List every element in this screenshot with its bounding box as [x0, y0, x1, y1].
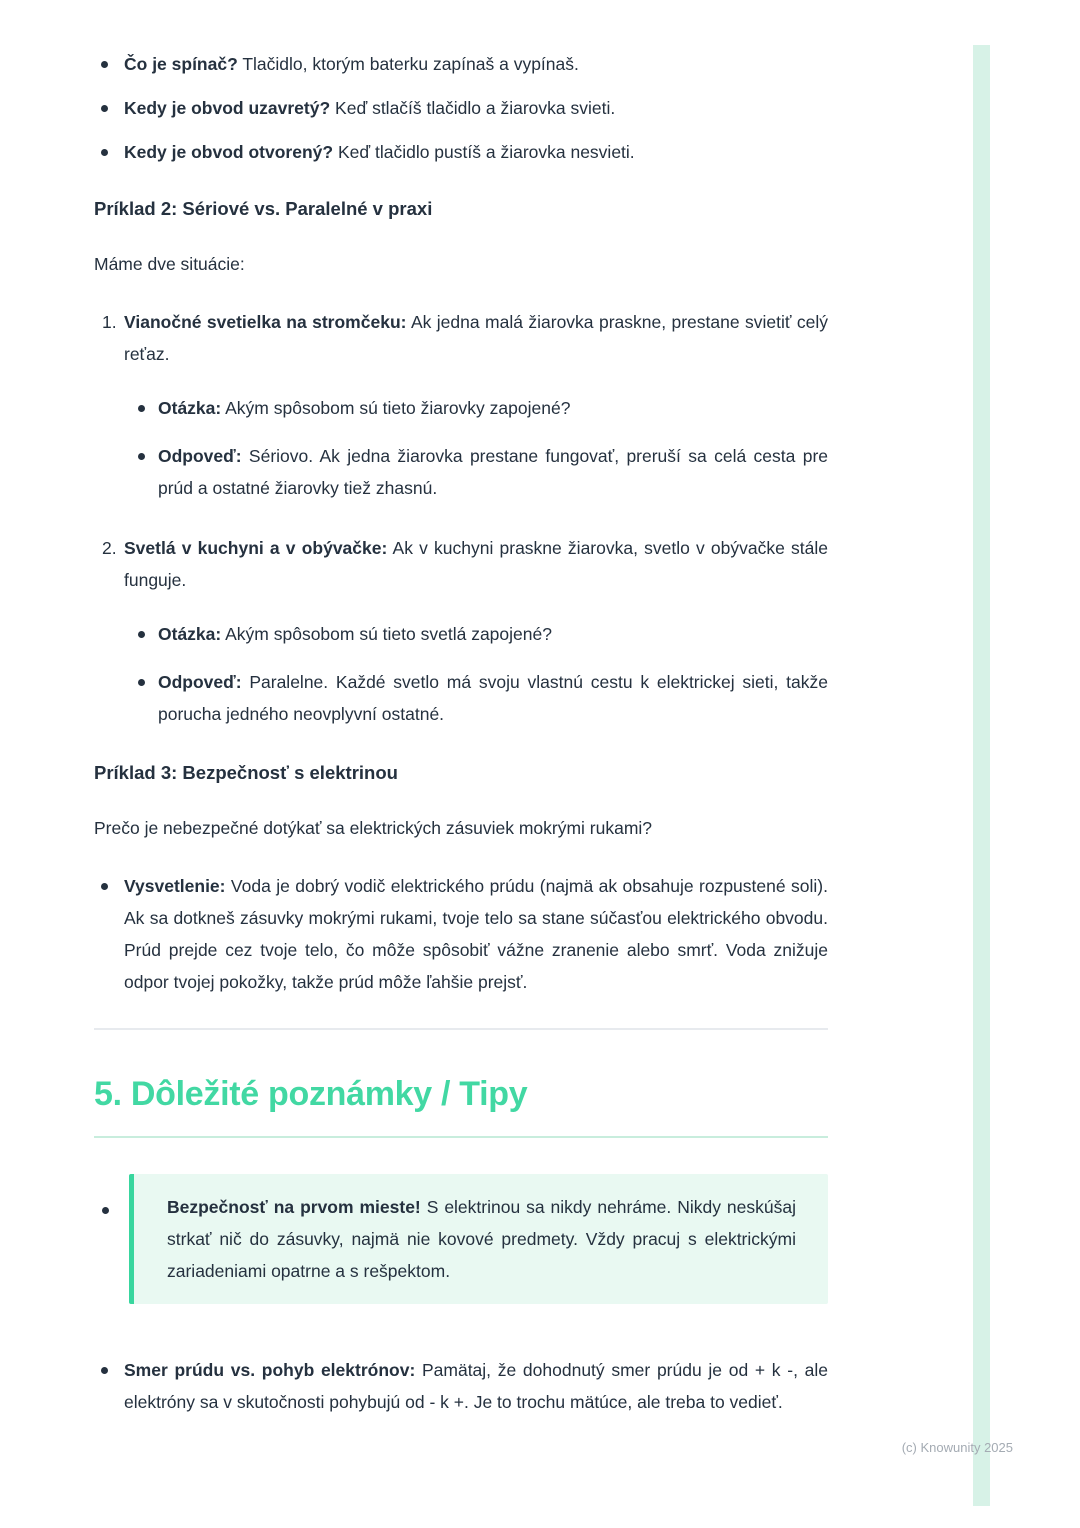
bullet-label: Kedy je obvod uzavretý? [124, 98, 331, 118]
example3-lead: Prečo je nebezpečné dotýkať sa elektrických zásuviek mokrými rukami? [94, 818, 653, 838]
example2-lead: Máme dve situácie: [94, 254, 245, 274]
question-body: Akým spôsobom sú tieto svetlá zapojené? [225, 624, 552, 644]
bullet-icon [101, 105, 108, 112]
question-item [124, 618, 828, 650]
list-item [94, 138, 828, 166]
explanation-item [94, 870, 828, 998]
item-description: Ak jedna malá žiarovka praskne, prestane svietiť celý reťaz. [124, 312, 829, 364]
answer-item [124, 440, 828, 504]
answer-body: Sériovo. Ak jedna žiarovka prestane fungovať, preruší sa celá cesta pre prúd a ostatné žiarovky tiež zhasnú. [158, 446, 828, 498]
note-content [94, 50, 828, 1418]
numbered-item [94, 532, 828, 730]
example2-heading: Príklad 2: Sériové vs. Paralelné v praxi [94, 198, 433, 219]
bullet-icon [101, 61, 108, 68]
question-text [158, 392, 828, 424]
answer-body: Paralelne. Každé svetlo má svoju vlastnú cestu k elektrickej sieti, takže porucha jedného neovplyvní ostatné. [158, 672, 828, 724]
question-label: Otázka: [158, 624, 222, 644]
section-title: 5. Dôležité poznámky / Tipy [94, 1075, 528, 1113]
bullet-body: Tlačidlo, ktorým baterku zapínaš a vypínaš. [242, 54, 579, 74]
right-accent-stripe [973, 45, 990, 1506]
explanation-label: Vysvetlenie: [124, 876, 226, 896]
bullet-icon [101, 883, 108, 890]
bullet-icon [101, 1367, 108, 1374]
question-text [158, 618, 828, 650]
explanation-text [124, 870, 828, 998]
item-body [124, 306, 828, 504]
copyright-footer: (c) Knowunity 2025 [901, 1440, 1013, 1455]
question-item [124, 392, 828, 424]
example3-heading: Príklad 3: Bezpečnosť s elektrinou [94, 762, 398, 783]
numbered-item [94, 306, 828, 504]
item-text [124, 306, 828, 370]
answer-text [158, 440, 828, 504]
question-label: Otázka: [158, 398, 222, 418]
safety-callout [129, 1174, 828, 1304]
item-label: Svetlá v kuchyni a v obývačke: [124, 538, 388, 558]
callout-item [94, 1174, 828, 1304]
bullet-icon [138, 679, 145, 686]
bullet-text [124, 138, 635, 166]
note-text [124, 1354, 828, 1418]
bullet-text [124, 50, 579, 78]
bullet-label: Čo je spínač? [124, 54, 238, 74]
note-item [94, 1354, 828, 1418]
answer-label: Odpoveď: [158, 446, 242, 466]
callout-text [167, 1191, 796, 1287]
list-item [94, 94, 828, 122]
accent-divider [94, 1136, 828, 1138]
bullet-body: Keď tlačidlo pustíš a žiarovka nesvieti. [337, 142, 635, 162]
item-number: 2. [102, 538, 117, 558]
callout-label: Bezpečnosť na prvom mieste! [167, 1197, 421, 1217]
item-description: Ak v kuchyni praskne žiarovka, svetlo v obývačke stále funguje. [124, 538, 828, 590]
list-item [94, 50, 828, 78]
item-number: 1. [102, 312, 117, 332]
question-body: Akým spôsobom sú tieto žiarovky zapojené? [225, 398, 571, 418]
answer-label: Odpoveď: [158, 672, 242, 692]
bullet-text [124, 94, 615, 122]
bullet-icon [101, 149, 108, 156]
bullet-icon [138, 631, 145, 638]
section-divider [94, 1028, 828, 1030]
item-text [124, 532, 828, 596]
note-body: Pamätaj, že dohodnutý smer prúdu je od + k -, ale elektróny sa v skutočnosti pohybujú od - k +. Je to trochu mätúce, ale treba to vedieť. [124, 1360, 828, 1412]
note-label: Smer prúdu vs. pohyb elektrónov: [124, 1360, 416, 1380]
item-body [124, 532, 828, 730]
explanation-body: Voda je dobrý vodič elektrického prúdu (najmä ak obsahuje rozpustené soli). Ak sa dotkneš zásuvky mokrými rukami, tvoje telo sa stane súčasťou elektrického obvodu. Prúd prejde cez tvoje telo, čo môže spôsobiť vážne zranenie alebo smrť. Voda znižuje odpor tvojej pokožky, takže prúd môže ľahšie prejsť. [124, 876, 828, 992]
item-label: Vianočné svetielka na stromčeku: [124, 312, 407, 332]
callout-body: S elektrinou sa nikdy nehráme. Nikdy neskúšaj strkať nič do zásuvky, najmä nie kovové predmety. Vždy pracuj s elektrickými zariadeniami opatrne a s rešpektom. [167, 1197, 796, 1281]
bullet-label: Kedy je obvod otvorený? [124, 142, 334, 162]
bullet-body: Keď stlačíš tlačidlo a žiarovka svieti. [335, 98, 616, 118]
bullet-icon [138, 453, 145, 460]
answer-item [124, 666, 828, 730]
bullet-icon [138, 405, 145, 412]
answer-text [158, 666, 828, 730]
bullet-icon [102, 1207, 109, 1214]
